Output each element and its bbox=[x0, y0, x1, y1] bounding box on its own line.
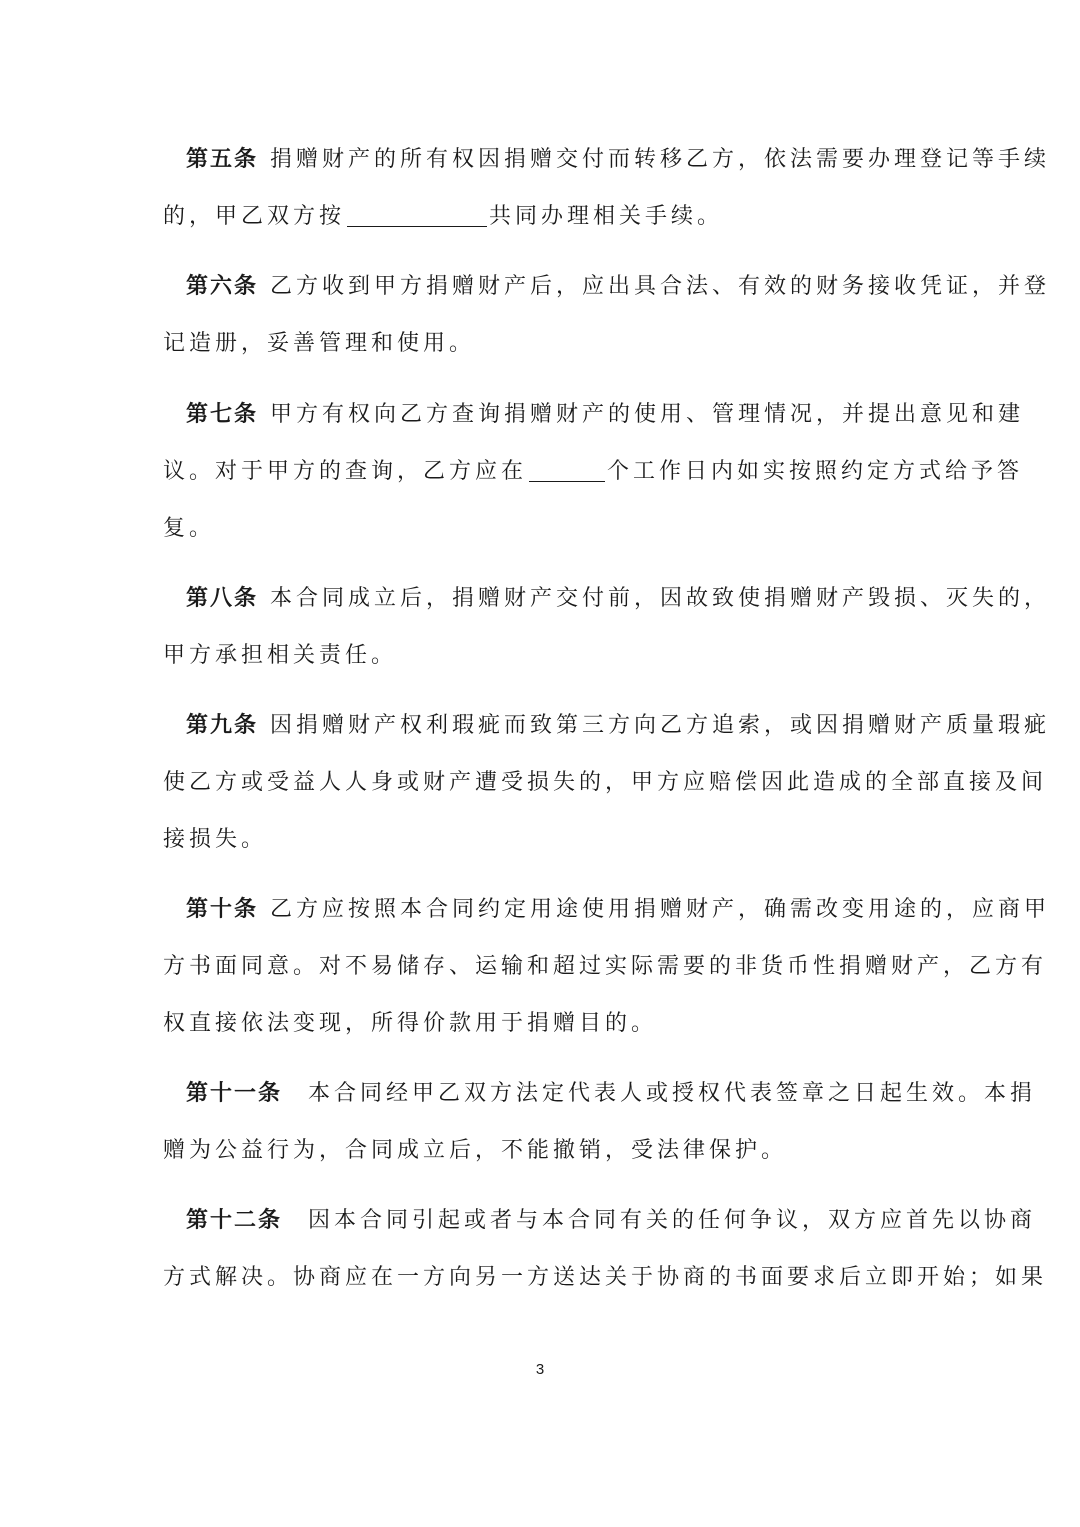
article-12 bbox=[163, 1192, 1048, 1306]
article-6-text: 记造册，妥善管理和使用。 bbox=[163, 331, 476, 356]
article-9-text: 因捐赠财产权利瑕疵而致第三方向乙方追索，或因捐赠财产质量瑕疵 bbox=[270, 713, 1051, 738]
article-6-heading: 第六条 bbox=[186, 274, 259, 299]
article-5-text: 捐赠财产的所有权因捐赠交付而转移乙方，依法需要办理登记等手续 bbox=[270, 147, 1051, 172]
article-10-line-3 bbox=[163, 995, 915, 1052]
article-11-text: 本合同经甲乙双方法定代表人或授权代表签章之日起生效。本捐 bbox=[308, 1081, 1037, 1106]
article-7-line-3 bbox=[163, 500, 915, 557]
article-6 bbox=[163, 258, 1051, 372]
article-10-line-2 bbox=[163, 938, 1048, 995]
article-9-text: 使乙方或受益人人身或财产遭受损失的，甲方应赔偿因此造成的全部直接及间 bbox=[163, 770, 1048, 795]
article-12-line-1 bbox=[163, 1192, 1037, 1249]
article-5-line-1 bbox=[163, 131, 1051, 188]
fill-in-blank bbox=[347, 196, 487, 227]
page-number: 3 bbox=[535, 1361, 545, 1378]
article-11-text: 赠为公益行为，合同成立后，不能撤销，受法律保护。 bbox=[163, 1138, 788, 1163]
article-7-text: 复。 bbox=[163, 516, 216, 541]
article-12-line-2 bbox=[163, 1249, 1048, 1306]
article-11-heading: 第十一条 bbox=[186, 1081, 283, 1106]
article-9-line-1 bbox=[163, 697, 1051, 754]
article-7-text: 甲方有权向乙方查询捐赠财产的使用、管理情况，并提出意见和建 bbox=[270, 402, 1025, 427]
article-5-heading: 第五条 bbox=[186, 147, 259, 172]
article-12-heading: 第十二条 bbox=[186, 1208, 283, 1233]
article-8-text: 甲方承担相关责任。 bbox=[163, 643, 398, 668]
article-10-text: 权直接依法变现，所得价款用于捐赠目的。 bbox=[163, 1011, 658, 1036]
article-7 bbox=[163, 386, 1025, 557]
article-7-heading: 第七条 bbox=[186, 402, 259, 427]
article-10-text: 乙方应按照本合同约定用途使用捐赠财产，确需改变用途的，应商甲 bbox=[270, 897, 1051, 922]
article-9-line-3 bbox=[163, 811, 915, 868]
article-11-line-2 bbox=[163, 1122, 915, 1179]
article-11 bbox=[163, 1065, 1037, 1179]
article-7-text: 议。对于甲方的查询，乙方应在 bbox=[163, 459, 528, 484]
article-12-text: 因本合同引起或者与本合同有关的任何争议，双方应首先以协商 bbox=[308, 1208, 1037, 1233]
article-8-text: 本合同成立后，捐赠财产交付前，因故致使捐赠财产毁损、灭失的， bbox=[270, 586, 1051, 611]
article-5-line-2 bbox=[163, 188, 915, 245]
article-5-text: 共同办理相关手续。 bbox=[489, 204, 724, 229]
article-5 bbox=[163, 131, 1051, 245]
article-8-line-1 bbox=[163, 570, 1051, 627]
article-10 bbox=[163, 881, 1051, 1052]
article-10-line-1 bbox=[163, 881, 1051, 938]
article-10-text: 方书面同意。对不易储存、运输和超过实际需要的非货币性捐赠财产，乙方有 bbox=[163, 954, 1048, 979]
article-8 bbox=[163, 570, 1051, 684]
article-11-line-1 bbox=[163, 1065, 1037, 1122]
article-9-line-2 bbox=[163, 754, 1048, 811]
article-6-line-2 bbox=[163, 315, 915, 372]
article-12-text: 方式解决。协商应在一方向另一方送达关于协商的书面要求后立即开始；如果 bbox=[163, 1265, 1048, 1290]
article-9-heading: 第九条 bbox=[186, 713, 259, 738]
article-9-text: 接损失。 bbox=[163, 827, 268, 852]
article-7-line-1 bbox=[163, 386, 1025, 443]
article-8-line-2 bbox=[163, 627, 915, 684]
article-8-heading: 第八条 bbox=[186, 586, 259, 611]
article-9 bbox=[163, 697, 1051, 868]
article-6-text: 乙方收到甲方捐赠财产后，应出具合法、有效的财务接收凭证，并登 bbox=[270, 274, 1051, 299]
article-6-line-1 bbox=[163, 258, 1051, 315]
article-7-line-2 bbox=[163, 443, 1024, 500]
fill-in-blank bbox=[529, 451, 605, 482]
article-10-heading: 第十条 bbox=[186, 897, 259, 922]
article-7-text: 个工作日内如实按照约定方式给予答 bbox=[607, 459, 1024, 484]
article-5-text: 的，甲乙双方按 bbox=[163, 204, 346, 229]
